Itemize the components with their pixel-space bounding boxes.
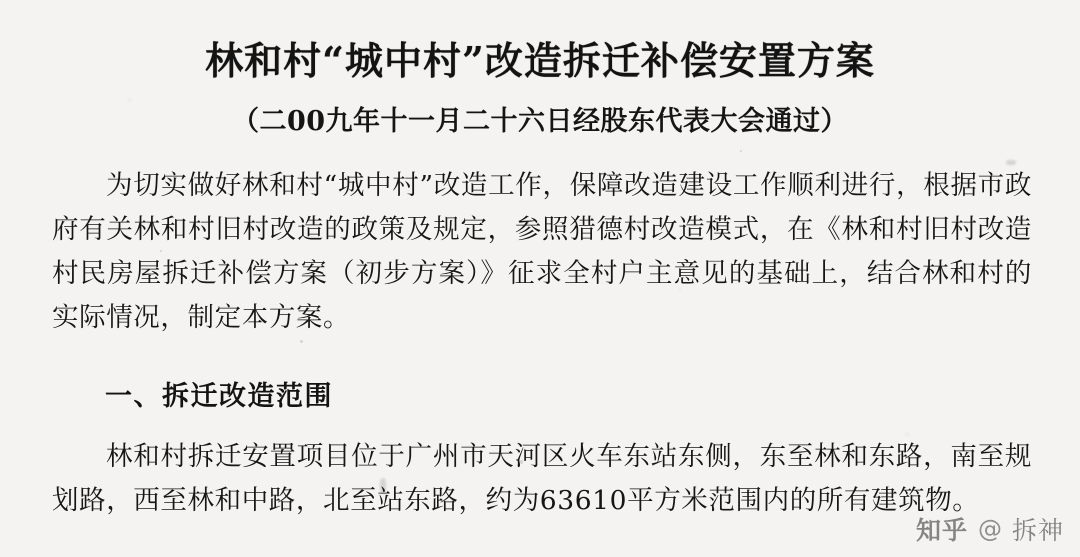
section-heading-scope: 一、拆迁改造范围	[105, 381, 333, 412]
paragraph-scope: 林和村拆迁安置项目位于广州市天河区火车东站东侧，东至林和东路，南至规划路，西至林和中路，北至站东路，约为63610平方米范围内的所有建筑物。	[52, 441, 1032, 516]
zhihu-logo-icon: 知乎	[915, 516, 968, 545]
watermark-author-name: 拆神	[1011, 516, 1064, 545]
document-title: 林和村“城中村”改造拆迁补偿安置方案	[205, 38, 875, 83]
document-subtitle: （二00九年十一月二十六日经股东代表大会通过）	[231, 106, 849, 137]
watermark-at-symbol: @	[977, 515, 1002, 543]
paragraph-preamble: 为切实做好林和村“城中村”改造工作，保障改造建设工作顺利进行，根据市政府有关林和村旧村改造的政策及规定，参照猎德村改造模式，在《林和村旧村改造村民房屋拆迁补偿方案（初步方案）》征求全村户主意见的基础上，结合林和村的实际情况，制定本方案。	[52, 170, 1032, 333]
watermark	[916, 511, 1064, 547]
